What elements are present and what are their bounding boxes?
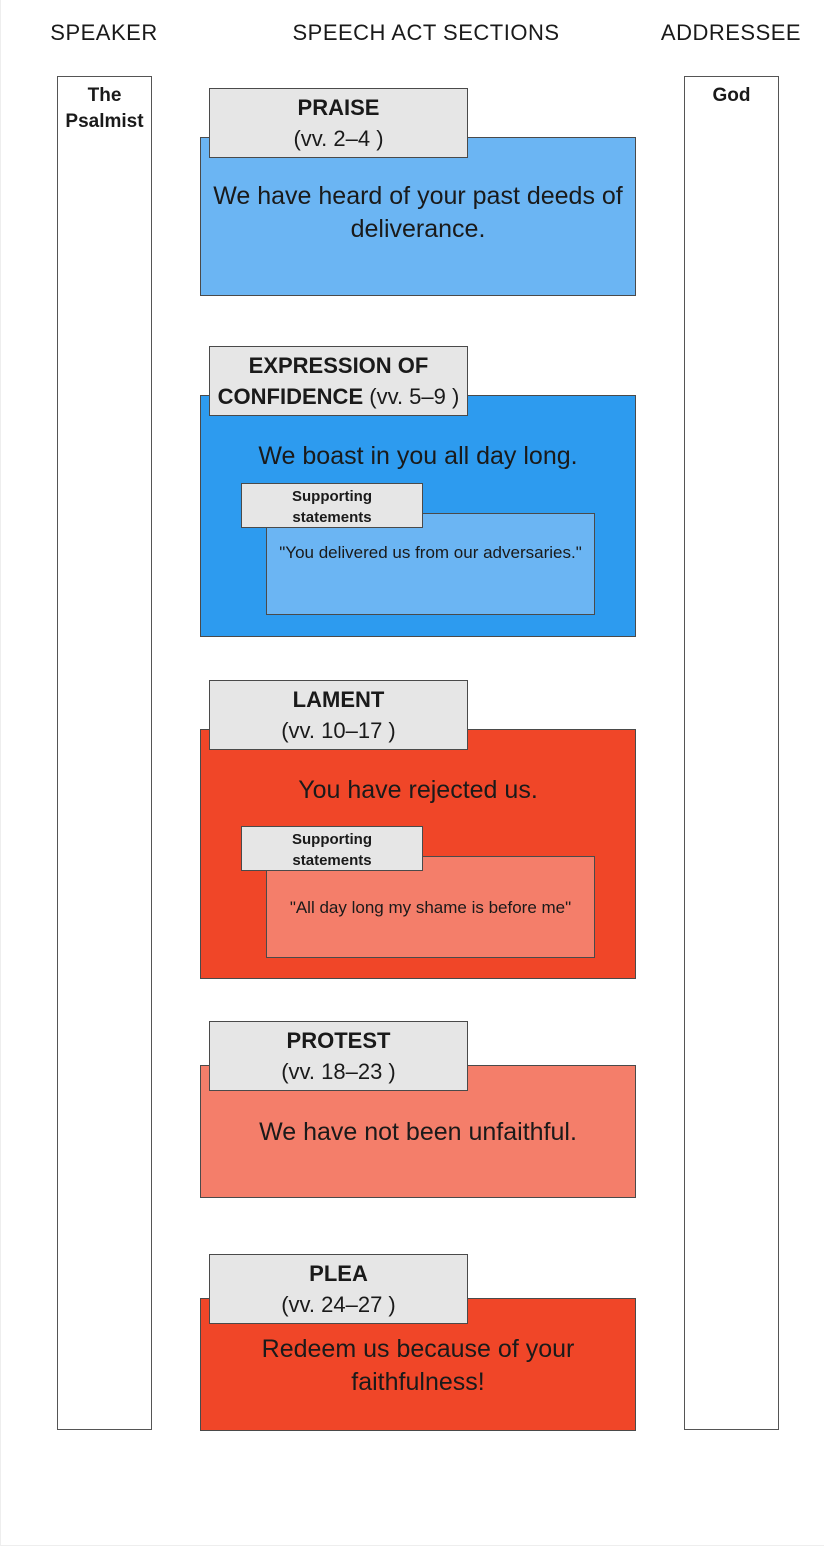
- section-protest-verses: (vv. 18–23 ): [281, 1059, 396, 1084]
- section-confidence-label: [209, 346, 468, 416]
- confidence-support-label: [241, 483, 423, 528]
- confidence-support-box: [266, 513, 595, 615]
- section-protest-label: [209, 1021, 468, 1091]
- section-plea-title: PLEA: [309, 1261, 368, 1286]
- addressee-header: ADDRESSEE: [660, 20, 802, 45]
- lament-support-text: "All day long my shame is before me": [289, 898, 572, 917]
- section-confidence-text: We boast in you all day long.: [258, 442, 578, 470]
- lament-support-label: [241, 826, 423, 871]
- section-lament-verses: (vv. 10–17 ): [281, 718, 396, 743]
- section-praise-label: [209, 88, 468, 158]
- lament-support-label-line1: Supporting: [292, 831, 372, 848]
- section-praise-text: We have heard of your past deeds of deliverance.: [213, 182, 623, 243]
- speaker-header: SPEAKER: [50, 20, 158, 45]
- section-praise-title: PRAISE: [297, 95, 380, 120]
- section-confidence-title-line1: EXPRESSION OF: [248, 353, 429, 378]
- section-praise: [200, 137, 636, 296]
- speaker-name-line2: Psalmist: [65, 111, 144, 132]
- lament-support-box: [266, 856, 595, 958]
- confidence-support-label-line1: Supporting: [292, 488, 372, 505]
- section-lament-title: LAMENT: [292, 687, 385, 712]
- section-lament-label: [209, 680, 468, 750]
- confidence-support-text: "You delivered us from our adversaries.": [279, 543, 582, 562]
- sections-header: SPEECH ACT SECTIONS: [292, 20, 560, 45]
- confidence-support-label-line2: statements: [292, 509, 372, 526]
- section-confidence-title-line2: CONFIDENCE: [217, 384, 364, 409]
- addressee-column: [684, 76, 779, 1430]
- lament-support-label-line2: statements: [292, 852, 372, 869]
- speaker-name: [58, 83, 151, 135]
- section-confidence-verses: (vv. 5–9 ): [369, 384, 460, 409]
- speaker-column: [57, 76, 152, 1430]
- section-plea-verses: (vv. 24–27 ): [281, 1292, 396, 1317]
- section-praise-verses: (vv. 2–4 ): [293, 126, 384, 151]
- section-plea-text: Redeem us because of your faithfulness!: [261, 1335, 575, 1396]
- section-plea-label: [209, 1254, 468, 1324]
- addressee-name: God: [712, 85, 751, 106]
- section-protest-title: PROTEST: [286, 1028, 391, 1053]
- section-protest-text: We have not been unfaithful.: [259, 1118, 577, 1146]
- section-lament-text: You have rejected us.: [298, 776, 538, 804]
- speaker-name-line1: The: [87, 85, 122, 106]
